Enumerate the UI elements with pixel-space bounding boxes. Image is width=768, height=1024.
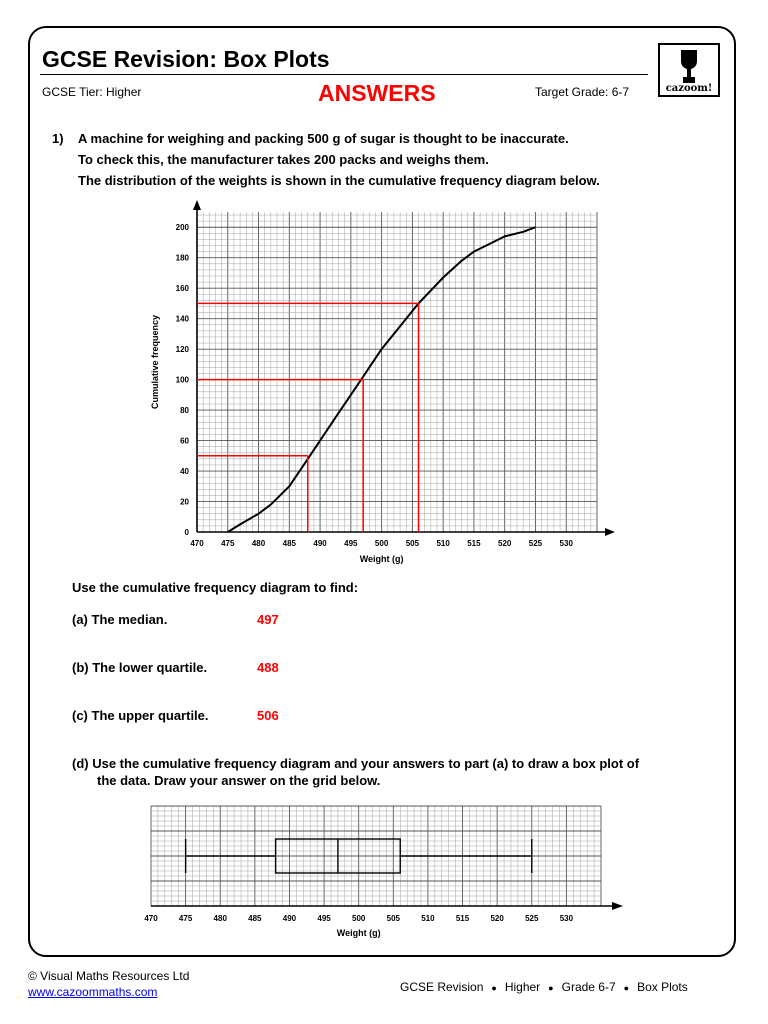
tier-label: GCSE Tier: Higher <box>42 85 142 99</box>
x-tick-label: 515 <box>455 914 470 923</box>
x-tick-label: 470 <box>190 539 204 548</box>
y-tick-label: 100 <box>175 375 189 385</box>
x-tick-label: 475 <box>178 914 193 923</box>
x-tick-label: 495 <box>344 539 358 548</box>
y-tick-label: 160 <box>175 284 189 294</box>
x-tick-label: 505 <box>386 914 400 923</box>
y-tick-label: 60 <box>180 436 189 446</box>
question-line-3: The distribution of the weights is shown in the cumulative frequency diagram below. <box>78 173 600 188</box>
x-tick-label: 480 <box>213 914 227 923</box>
x-tick-label: 490 <box>313 539 327 548</box>
bullet-icon: ● <box>548 983 554 993</box>
y-tick-label: 180 <box>175 253 189 263</box>
website-link[interactable]: www.cazoommaths.com <box>28 985 158 999</box>
y-tick-label: 200 <box>175 223 189 233</box>
part-c-label: (c) The upper quartile. <box>72 708 209 723</box>
x-tick-label: 515 <box>467 539 481 548</box>
question-line-1: A machine for weighing and packing 500 g of sugar is thought to be inaccurate. <box>78 131 569 146</box>
footer-crumb-revision: GCSE Revision <box>400 980 484 994</box>
x-tick-label: 495 <box>317 914 331 923</box>
x-tick-label: 520 <box>490 914 504 923</box>
x-axis-label: Weight (g) <box>336 928 381 938</box>
y-tick-label: 20 <box>180 497 189 507</box>
y-axis-label: Cumulative frequency <box>150 314 160 410</box>
x-tick-label: 530 <box>559 914 574 923</box>
x-axis-arrow-icon <box>605 528 615 536</box>
cazoom-logo <box>658 43 720 97</box>
copyright-text: © Visual Maths Resources Ltd <box>28 969 190 983</box>
target-grade-label: Target Grade: 6-7 <box>535 85 630 99</box>
answers-heading: ANSWERS <box>318 80 436 106</box>
x-axis-label: Weight (g) <box>359 554 404 564</box>
part-b-label: (b) The lower quartile. <box>72 660 208 675</box>
x-axis-arrow-icon <box>612 902 623 910</box>
part-b-answer: 488 <box>257 660 279 675</box>
x-tick-label: 500 <box>352 914 366 923</box>
trophy-icon <box>660 47 718 87</box>
x-tick-label: 490 <box>282 914 297 923</box>
x-tick-label: 510 <box>421 914 435 923</box>
x-tick-label: 510 <box>436 539 450 548</box>
part-c-answer: 506 <box>257 708 279 723</box>
chart-grid <box>197 212 597 532</box>
question-number: 1) <box>52 131 64 146</box>
x-tick-label: 485 <box>248 914 262 923</box>
instruction-text: Use the cumulative frequency diagram to find: <box>72 580 359 595</box>
logo-text: cazoom! <box>665 83 713 94</box>
title-divider <box>40 74 648 75</box>
x-tick-label: 475 <box>221 539 235 548</box>
y-tick-label: 80 <box>180 406 189 416</box>
cumulative-frequency-chart <box>0 195 768 575</box>
y-tick-label: 120 <box>175 345 189 355</box>
y-axis-arrow-icon <box>193 200 201 210</box>
x-tick-label: 525 <box>528 539 543 548</box>
y-tick-label: 140 <box>175 314 189 324</box>
footer-crumb-topic: Box Plots <box>637 980 688 994</box>
footer-crumb-tier: Higher <box>504 980 541 994</box>
x-tick-label: 470 <box>144 914 158 923</box>
page-title: GCSE Revision: Box Plots <box>42 46 330 72</box>
y-tick-label: 0 <box>184 528 189 537</box>
footer-crumb-grade: Grade 6-7 <box>561 980 616 994</box>
box-plot-chart <box>0 800 768 950</box>
x-tick-label: 505 <box>405 539 420 548</box>
part-d-line-2: the data. Draw your answer on the grid below. <box>97 773 381 788</box>
bullet-icon: ● <box>491 983 497 993</box>
footer-breadcrumb <box>400 980 688 994</box>
x-tick-label: 500 <box>374 539 389 548</box>
x-tick-label: 530 <box>559 539 573 548</box>
y-tick-label: 40 <box>180 467 189 477</box>
bullet-icon: ● <box>623 983 630 993</box>
x-tick-label: 520 <box>498 539 512 548</box>
x-tick-label: 525 <box>525 914 539 923</box>
x-tick-label: 480 <box>251 539 266 548</box>
part-a-label: (a) The median. <box>72 612 168 627</box>
part-a-answer: 497 <box>257 612 279 627</box>
x-tick-label: 485 <box>282 539 296 548</box>
question-line-2: To check this, the manufacturer takes 200 packs and weighs them. <box>78 152 489 167</box>
part-d-line-1: (d) Use the cumulative frequency diagram and your answers to part (a) to draw a box plot of <box>72 756 640 771</box>
